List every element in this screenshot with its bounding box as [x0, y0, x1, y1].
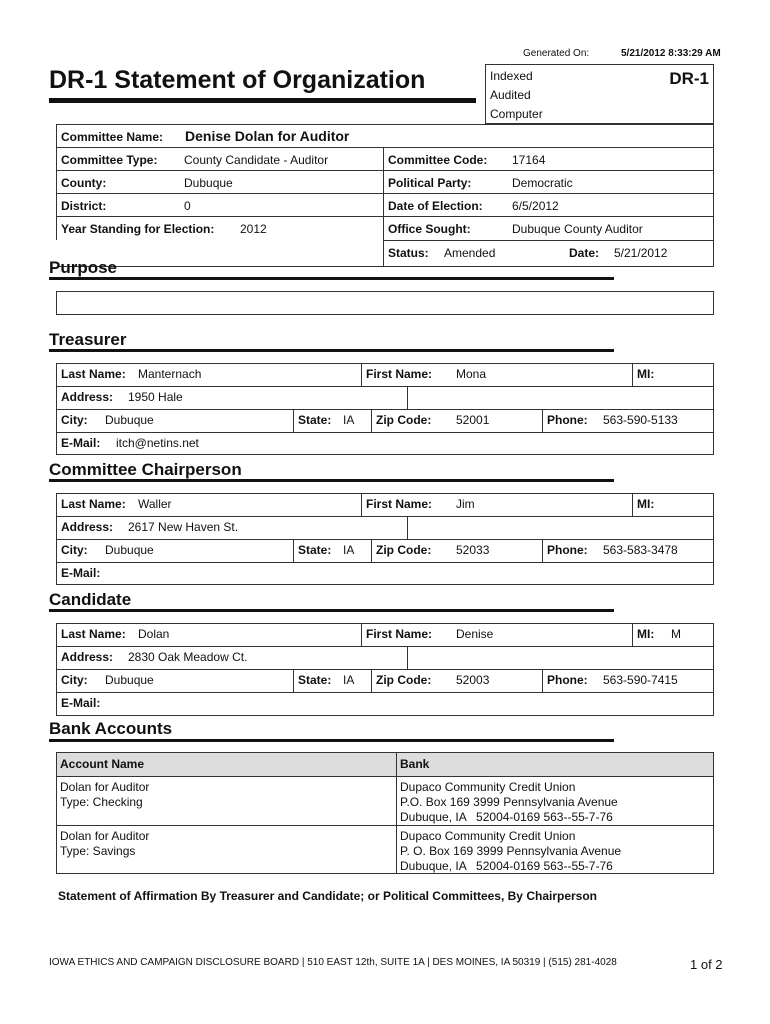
grid-divider — [56, 825, 714, 826]
grid-divider — [361, 493, 362, 516]
grid-divider — [361, 363, 362, 386]
chairperson-phone: 563-583-3478 — [603, 543, 678, 557]
flag-indexed: Indexed — [490, 69, 533, 83]
affirmation-statement: Statement of Affirmation By Treasurer and Candidate; or Political Committees, By Chairperson — [58, 889, 597, 903]
candidate-email-label: E-Mail: — [61, 696, 101, 710]
grid-divider — [293, 409, 294, 432]
candidate-zip-label: Zip Code: — [376, 673, 432, 687]
bank-address: P. O. Box 169 3999 Pennsylvania Avenue — [400, 844, 622, 858]
status-date-label: Date: — [569, 246, 600, 260]
status-date-value: 5/21/2012 — [614, 246, 668, 260]
candidate-state: IA — [343, 673, 355, 687]
bank-col-bank: Bank — [400, 757, 430, 771]
status-flags-box — [485, 64, 714, 124]
grid-divider — [542, 409, 543, 432]
status-label: Status: — [388, 246, 429, 260]
grid-divider — [542, 539, 543, 562]
grid-divider — [632, 493, 633, 516]
grid-divider — [56, 776, 714, 777]
treasurer-address: 1950 Hale — [128, 390, 183, 404]
treasurer-email-label: E-Mail: — [61, 436, 101, 450]
candidate-state-label: State: — [298, 673, 332, 687]
chairperson-phone-label: Phone: — [547, 543, 588, 557]
grid-divider — [56, 170, 714, 171]
political-party-label: Political Party: — [388, 176, 472, 190]
bank-table-header-bg — [57, 753, 713, 776]
grid-divider — [293, 669, 294, 692]
purpose-field — [56, 291, 714, 315]
grid-divider — [56, 216, 714, 217]
office-sought-value: Dubuque County Auditor — [512, 222, 643, 236]
grid-divider — [407, 516, 408, 539]
grid-divider — [56, 669, 714, 670]
candidate-address: 2830 Oak Meadow Ct. — [128, 650, 248, 664]
treasurer-last-name-label: Last Name: — [61, 367, 126, 381]
chairperson-first-name-label: First Name: — [366, 497, 433, 511]
year-standing-label: Year Standing for Election: — [61, 222, 215, 236]
grid-divider — [371, 669, 372, 692]
grid-divider — [56, 646, 714, 647]
treasurer-first-name: Mona — [456, 367, 487, 381]
flag-computer: Computer — [490, 107, 543, 121]
committee-name-value: Denise Dolan for Auditor — [185, 128, 350, 144]
treasurer-heading: Treasurer — [49, 330, 127, 349]
chairperson-last-name: Waller — [138, 497, 172, 511]
account-type: Type: Checking — [60, 795, 143, 809]
committee-type-label: Committee Type: — [61, 153, 158, 167]
treasurer-last-name: Manternach — [138, 367, 202, 381]
flag-audited: Audited — [490, 88, 531, 102]
political-party-value: Democratic — [512, 176, 573, 190]
chairperson-rule — [49, 479, 614, 482]
grid-divider — [407, 646, 408, 669]
bank-name: Dupaco Community Credit Union — [400, 780, 576, 794]
chairperson-city: Dubuque — [105, 543, 154, 557]
treasurer-city-label: City: — [61, 413, 88, 427]
grid-divider — [371, 539, 372, 562]
chairperson-state-label: State: — [298, 543, 332, 557]
treasurer-zip: 52001 — [456, 413, 490, 427]
grid-divider — [56, 409, 714, 410]
election-date-label: Date of Election: — [388, 199, 483, 213]
bank-city-phone: Dubuque, IA 52004-0169 563--55-7-76 — [400, 810, 613, 824]
footer-org-info: IOWA ETHICS AND CAMPAIGN DISCLOSURE BOARD | 510 EAST 12th, SUITE 1A | DES MOINES, IA 50319 | (515) 281-4028 — [49, 957, 617, 968]
treasurer-email: itch@netins.net — [116, 436, 199, 450]
grid-divider — [383, 240, 714, 241]
bank-name: Dupaco Community Credit Union — [400, 829, 576, 843]
candidate-mi: M — [671, 627, 681, 641]
committee-code-label: Committee Code: — [388, 153, 488, 167]
page-number: 1 of 2 — [690, 957, 723, 972]
county-label: County: — [61, 176, 107, 190]
candidate-last-name: Dolan — [138, 627, 170, 641]
chairperson-zip-label: Zip Code: — [376, 543, 432, 557]
office-sought-label: Office Sought: — [388, 222, 471, 236]
grid-divider — [293, 539, 294, 562]
treasurer-state-label: State: — [298, 413, 332, 427]
generated-on-label: Generated On: — [523, 48, 590, 59]
candidate-city-label: City: — [61, 673, 88, 687]
district-label: District: — [61, 199, 107, 213]
grid-divider — [632, 623, 633, 646]
grid-divider — [383, 147, 384, 267]
grid-divider — [56, 432, 714, 433]
grid-divider — [56, 692, 714, 693]
committee-name-label: Committee Name: — [61, 130, 164, 144]
treasurer-rule — [49, 349, 614, 352]
account-name: Dolan for Auditor — [60, 829, 150, 843]
candidate-phone: 563-590-7415 — [603, 673, 678, 687]
candidate-mi-label: MI: — [637, 627, 655, 641]
grid-divider — [371, 409, 372, 432]
treasurer-city: Dubuque — [105, 413, 154, 427]
generated-on-value: 5/21/2012 8:33:29 AM — [621, 48, 721, 59]
status-value: Amended — [444, 246, 496, 260]
year-standing-value: 2012 — [240, 222, 267, 236]
chairperson-mi-label: MI: — [637, 497, 655, 511]
candidate-address-label: Address: — [61, 650, 114, 664]
bank-col-account-name: Account Name — [60, 757, 145, 771]
treasurer-first-name-label: First Name: — [366, 367, 433, 381]
grid-divider — [56, 386, 714, 387]
grid-divider — [56, 147, 714, 148]
account-type: Type: Savings — [60, 844, 136, 858]
chairperson-address: 2617 New Haven St. — [128, 520, 239, 534]
bank-address: P.O. Box 169 3999 Pennsylvania Avenue — [400, 795, 618, 809]
grid-divider — [407, 386, 408, 409]
page-title: DR-1 Statement of Organization — [49, 66, 426, 94]
candidate-last-name-label: Last Name: — [61, 627, 126, 641]
account-name: Dolan for Auditor — [60, 780, 150, 794]
chairperson-last-name-label: Last Name: — [61, 497, 126, 511]
committee-type-value: County Candidate - Auditor — [184, 153, 329, 167]
grid-divider — [56, 562, 714, 563]
treasurer-zip-label: Zip Code: — [376, 413, 432, 427]
grid-divider — [56, 516, 714, 517]
chairperson-state: IA — [343, 543, 355, 557]
title-underline — [49, 98, 476, 103]
purpose-heading: Purpose — [49, 258, 118, 277]
purpose-rule — [49, 277, 614, 280]
grid-divider — [56, 539, 714, 540]
county-value: Dubuque — [184, 176, 233, 190]
treasurer-phone-label: Phone: — [547, 413, 588, 427]
bank-accounts-heading: Bank Accounts — [49, 719, 173, 738]
treasurer-state: IA — [343, 413, 355, 427]
election-date-value: 6/5/2012 — [512, 199, 559, 213]
bank-accounts-rule — [49, 739, 614, 742]
bank-city-phone: Dubuque, IA 52004-0169 563--55-7-76 — [400, 859, 613, 873]
district-value: 0 — [184, 199, 191, 213]
grid-divider — [396, 752, 397, 874]
candidate-phone-label: Phone: — [547, 673, 588, 687]
grid-divider — [632, 363, 633, 386]
treasurer-address-label: Address: — [61, 390, 114, 404]
candidate-city: Dubuque — [105, 673, 154, 687]
chairperson-email-label: E-Mail: — [61, 566, 101, 580]
chairperson-city-label: City: — [61, 543, 88, 557]
grid-divider — [56, 193, 714, 194]
candidate-heading: Candidate — [49, 590, 132, 609]
chairperson-address-label: Address: — [61, 520, 114, 534]
treasurer-phone: 563-590-5133 — [603, 413, 678, 427]
grid-divider — [542, 669, 543, 692]
candidate-rule — [49, 609, 614, 612]
form-code: DR-1 — [669, 69, 709, 88]
chairperson-heading: Committee Chairperson — [49, 460, 242, 479]
chairperson-zip: 52033 — [456, 543, 490, 557]
committee-code-value: 17164 — [512, 153, 546, 167]
treasurer-mi-label: MI: — [637, 367, 655, 381]
chairperson-first-name: Jim — [456, 497, 475, 511]
grid-divider — [361, 623, 362, 646]
candidate-first-name-label: First Name: — [366, 627, 433, 641]
candidate-zip: 52003 — [456, 673, 490, 687]
candidate-first-name: Denise — [456, 627, 494, 641]
